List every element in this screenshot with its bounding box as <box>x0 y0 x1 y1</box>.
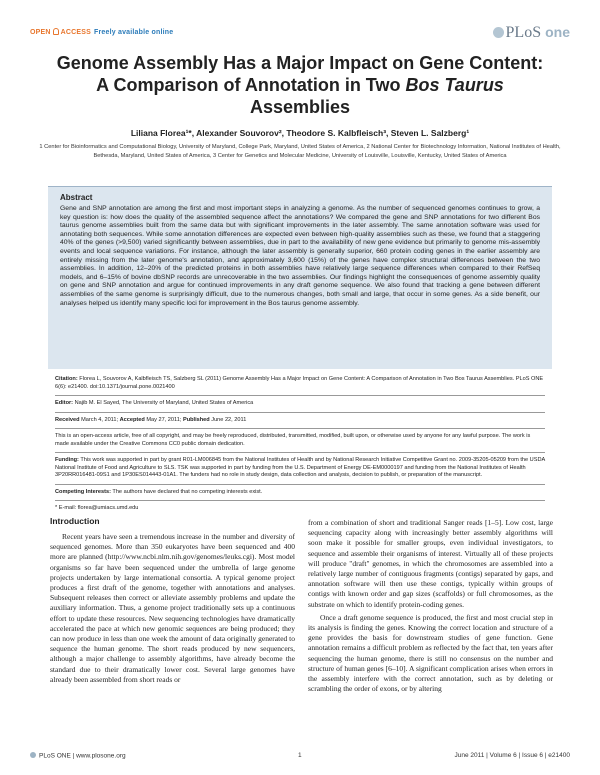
article-title <box>55 52 545 118</box>
page-footer <box>30 752 570 764</box>
title-end: Assemblies <box>249 97 351 117</box>
divider <box>55 452 545 453</box>
funding: Funding: This work was supported in part by grant R01-LM006845 from the National Institutes of Health and by National Research Initiative Competitive Grant no. 2009-35205-05209 from the USDA National Institute of Food and Agriculture to SLS. TSK was supported in part by funding from the U.S. Department of Energy DE-EM0000197 and funding from the National Institutes of Health 3P20RR016481-09S1 and 1P30ES014443-01A1. The funders had no role in study design, data collection and analysis, decision to publish, or preparation of the manuscript. <box>55 457 545 478</box>
author-list: Liliana Florea¹*, Alexander Souvorov², Theodore S. Kalbfleisch³, Steven L. Salzberg¹ <box>130 128 470 138</box>
divider <box>55 500 545 501</box>
competing-interests: Competing Interests: The authors have declared that no competing interests exist. <box>55 488 263 495</box>
abstract-text: Gene and SNP annotation are among the first and most important steps in analyzing a genome. As the number of sequenced genomes continues to grow, a key question is: how does the quality of the assembled sequence affect the annotations? We compared the gene and SNP annotations for two different Bos taurus genome assemblies built from the same data but with significant improvements in the later assembly. The same annotation software was used for annotating both sequences. While some annotation differences are expected even between high-quality assemblies such as these, we found that a staggering 40% of the genes (>9,500) varied significantly between assemblies, due in part to the availability of new gene evidence but primarily to genome mis-assembly events and local sequence variations. For instance, although the later assembly is generally superior, 660 protein coding genes in the earlier assembly are entirely missing from the later genome's annotation, and approximately 3,600 (15%) of the genes have complex structural differences between the two assemblies. In addition, 12–20% of the predicted proteins in both assemblies have relatively large sequence differences when compared to their RefSeq models, and 6–15% of bovine dbSNP records are unrecoverable in the two assemblies. Our findings highlight the consequences of genome assembly quality on gene and SNP annotation and argue for continued improvements in any draft genome sequence. We also found that tracking a gene between different assemblies of the same genome is surprisingly difficult, due to the numerous changes, both small and large, that occur in some genes. As a side benefit, our analyses helped us identify many specific loci for improvement in the Bos taurus genome assembly. <box>60 205 540 307</box>
brand-one: one <box>545 24 570 40</box>
citation: Citation: Florea L, Souvorov A, Kalbfleisch TS, Salzberg SL (2011) Genome Assembly Has a Major Impact on Gene Content: A Comparison of Annotation in Two Bos Taurus Assemblies. PLoS ONE 6(6): e21400. doi:10.1371/journal.pone.0021400 <box>55 376 544 390</box>
paragraph: from a combination of short and traditional Sanger reads [1–5]. Low cost, large sequencing capacity along with increasingly better assembly algorithms will soon make it possible for smaller groups, even individual investigators, to sequence and assemble their organisms of interest. Virtually all of these projects will produce "draft" genomes, in which the chromosomes are assembled into a relatively large number of contiguous fragments (contigs) separated by gaps, and annotation software will then use these contigs, typically within groups of contigs with known order and gap sizes (scaffolds) or full chromosomes, as the substrate on which to identify protein-coding genes. <box>308 518 553 609</box>
journal-header <box>30 24 570 46</box>
dates: Received March 4, 2011; Accepted May 27, 2011; Published June 22, 2011 <box>55 416 247 423</box>
brand-plos: PLoS <box>505 24 542 41</box>
access-label: ACCESS <box>60 29 92 36</box>
license: This is an open-access article, free of all copyright, and may be freely reproduced, distributed, transmitted, modified, built upon, or otherwise used by anyone for any lawful purpose. The work is made available under the Creative Commons CC0 public domain dedication. <box>55 433 531 447</box>
abstract-heading: Abstract <box>60 193 93 202</box>
title-main: Genome Assembly Has a Major Impact on Gene Content: A Comparison of Annotation in Two <box>56 53 544 95</box>
editor: Editor: Najib M. El Sayed, The University of Maryland, United States of America <box>55 400 254 406</box>
corresponding-email[interactable]: * E-mail: florea@umiacs.umd.edu <box>55 505 139 511</box>
footer-issue: June 2011 | Volume 6 | Issue 6 | e21400 <box>454 752 570 759</box>
open-access-banner <box>30 28 173 36</box>
paragraph: Recent years have seen a tremendous increase in the number and diversity of sequenced genomes. More than 350 eukaryotes have been sequenced and 400 more are planned (http://www.ncbi.nlm.nih.gov/genomes/leuks.cgi). Most model organisms so far have been sequenced under the umbrella of large genome projects undertaken by large international consortia. A typical genome project produces a first draft of the genome, together with annotations and analyses. Subsequent releases then correct or alleviate assembly problems and update the auxiliary information. Thus, a genome project traditionally sets up a continuous effort to update these resources. New sequencing technologies have dramatically accelerated the pace at which new genomic sequences are being produced; they can now produce in less than one week the amount of data originally generated to sequence the human genome. The short reads produced by new sequencers, although a major challenge to assembly algorithms, have already become the standard due to their dramatically lower cost. Several large genomes have already been assembled from short reads or <box>50 532 295 684</box>
plos-logo-icon <box>493 27 504 38</box>
freely-available-label: Freely available online <box>94 29 174 36</box>
abstract-box <box>48 186 552 369</box>
title-italic: Bos Taurus <box>405 75 504 95</box>
divider <box>55 395 545 396</box>
divider <box>55 428 545 429</box>
open-lock-icon <box>53 28 59 35</box>
article-metadata <box>55 376 545 517</box>
introduction-heading: Introduction <box>50 516 100 526</box>
footer-journal: PLoS ONE | www.plosone.org <box>30 752 126 760</box>
plos-one-logo <box>493 24 570 42</box>
plos-logo-icon <box>30 752 36 758</box>
open-label: OPEN <box>30 29 51 36</box>
divider <box>55 412 545 413</box>
affiliations: 1 Center for Bioinformatics and Computational Biology, University of Maryland, College Park, Maryland, United States of America, 2 National Center for Biotechnology Information, National Institutes of Health, Bethesda, Maryland, United States of America, 3 Center for Genetics and Molecular Medicine, University of Louisville, Louisville, Kentucky, United States of America <box>39 144 561 159</box>
body-column-left <box>50 532 295 688</box>
paragraph: Once a draft genome sequence is produced, the first and most crucial step in its analysis is finding the genes. Knowing the correct location and structure of a gene provides the basis for downstream studies of gene function. Gene annotation remains a difficult problem as reflected by the fact that, ten years after sequencing the human genome, there is still no consensus on the number and structure of human genes [6–10]. A significant complication arises when errors in the assembly interfere with the correct annotation, such as by deleting or scrambling the order of exons, or by altering <box>308 612 553 694</box>
divider <box>55 484 545 485</box>
body-column-right <box>308 518 553 697</box>
page-number: 1 <box>298 752 302 759</box>
